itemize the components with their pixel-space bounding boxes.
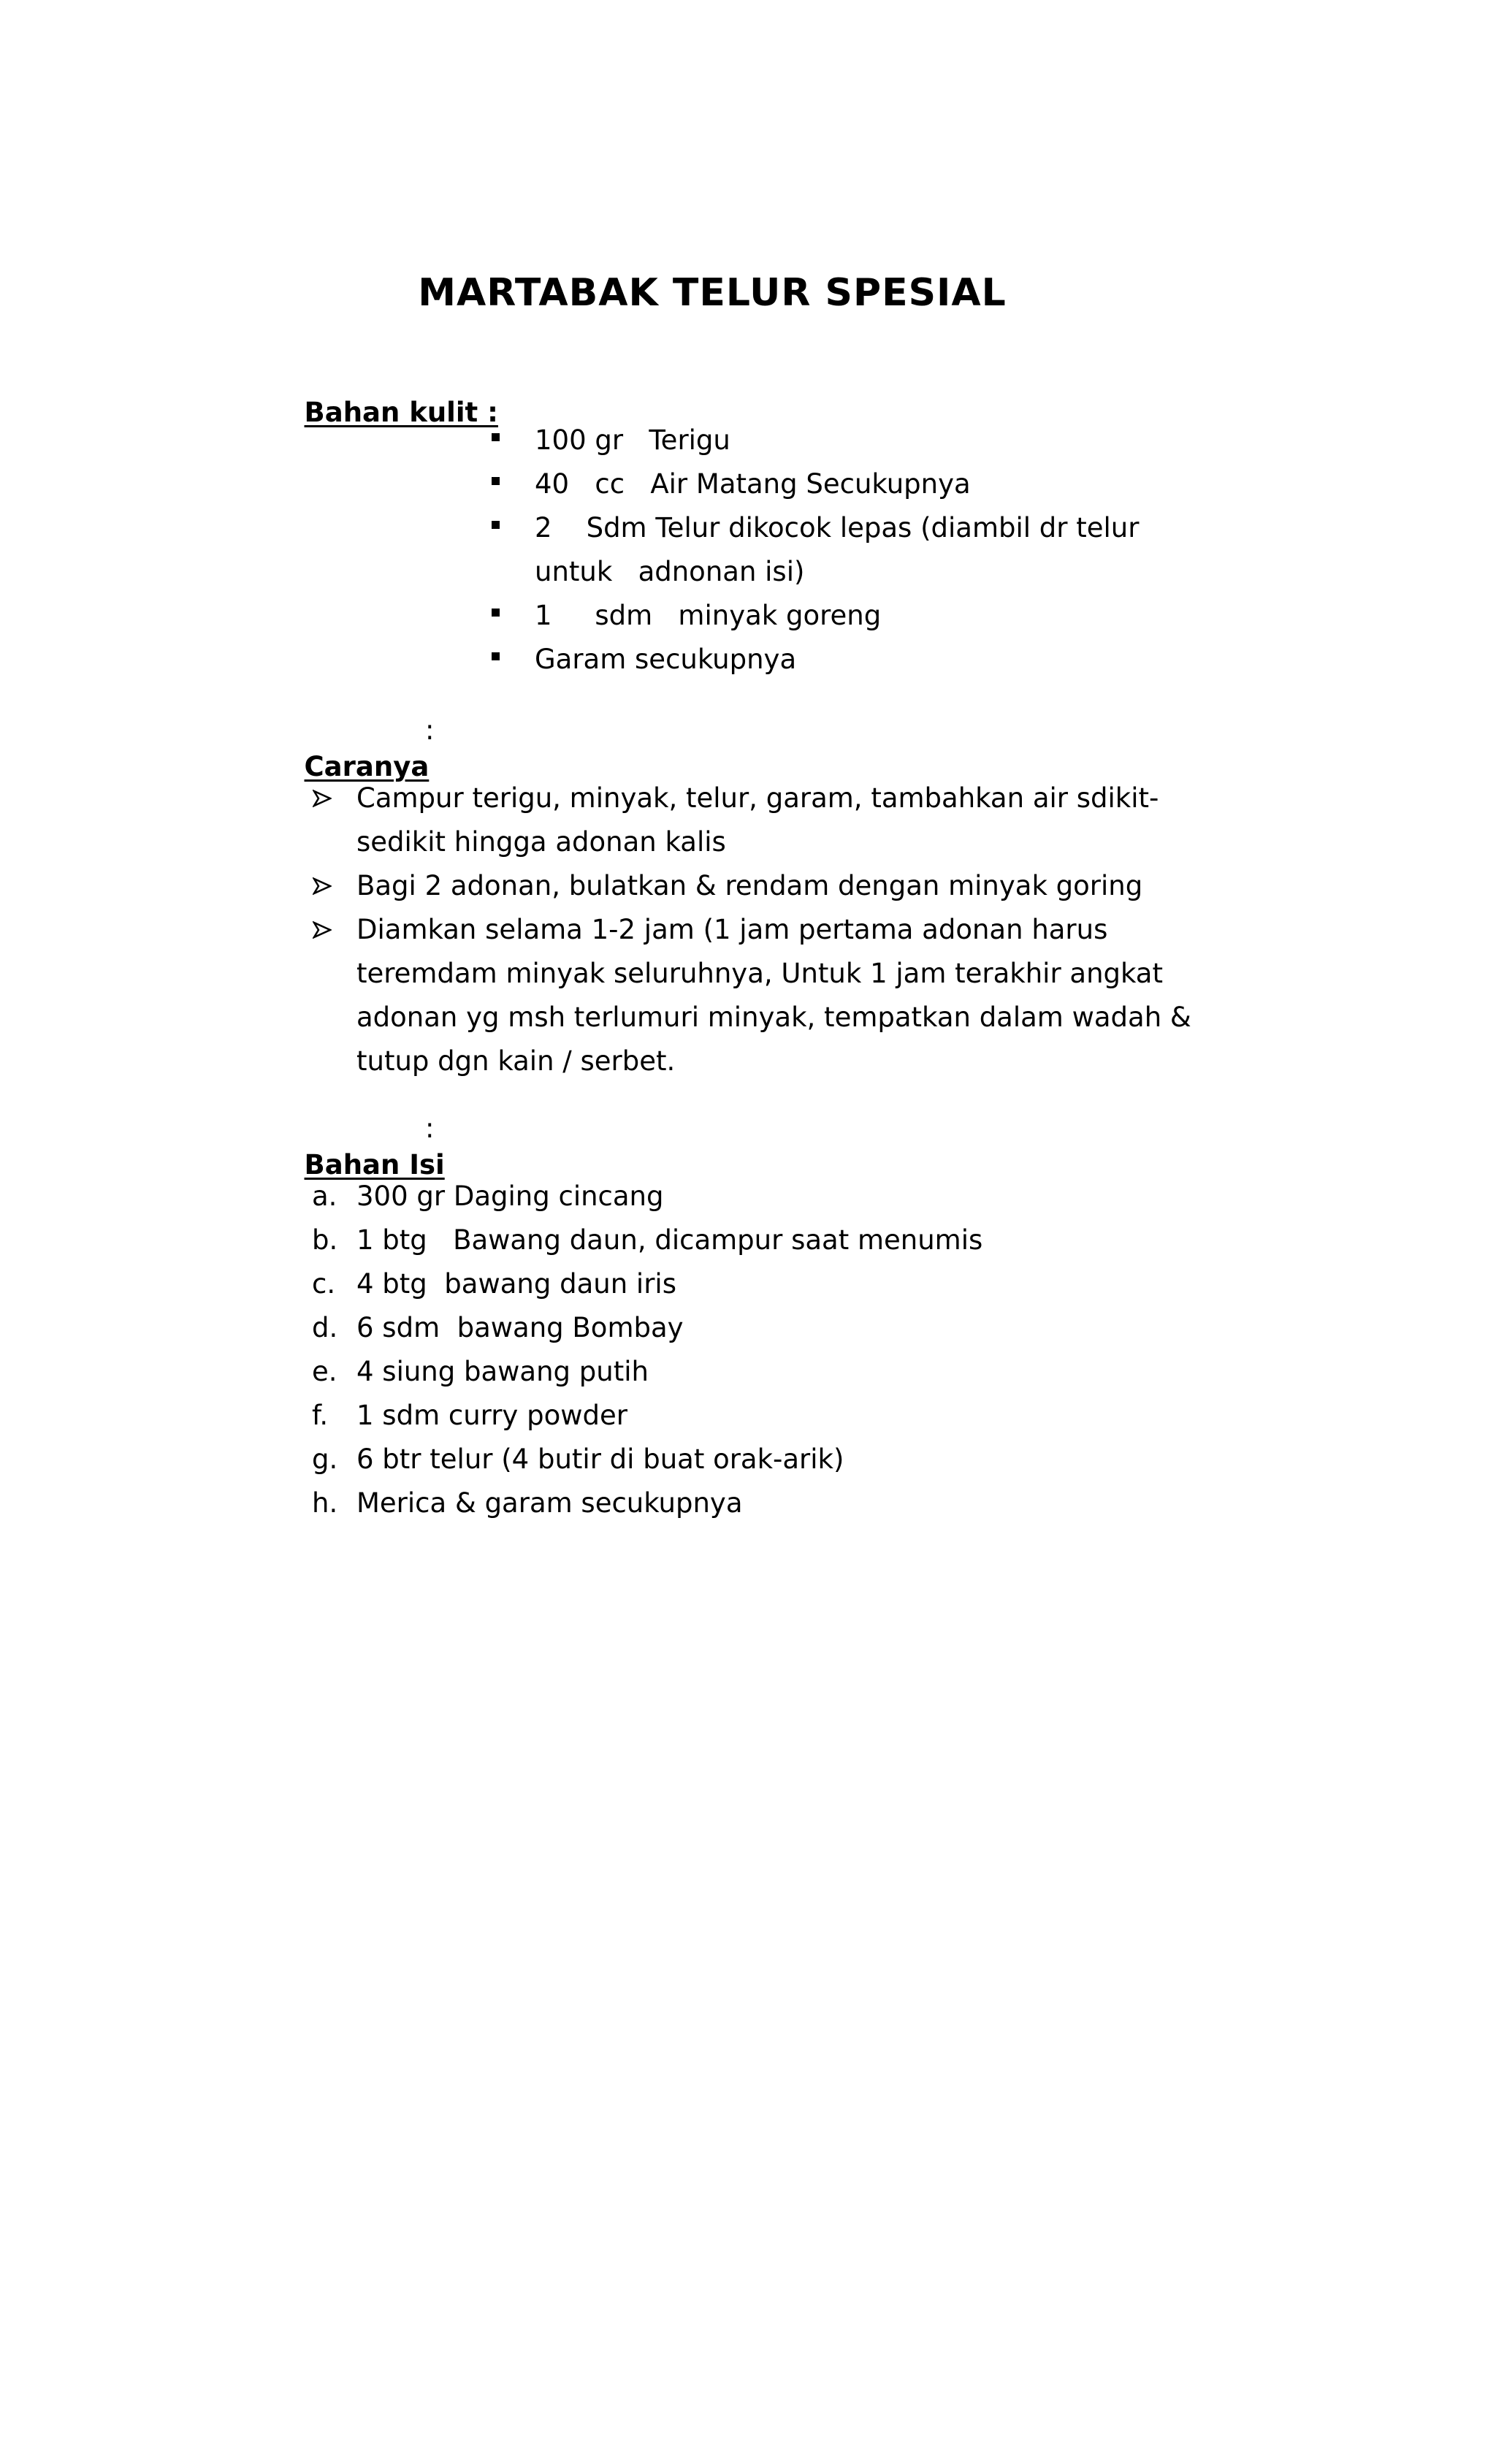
arrow-bullet-icon <box>313 877 332 896</box>
list-item-continuation: untuk adnonan isi) <box>535 556 805 587</box>
heading-caranya-colon: : <box>425 714 435 746</box>
list-marker: b. <box>312 1224 338 1256</box>
heading-bahan-kulit-label: Bahan kulit : <box>304 397 498 428</box>
heading-bahan-isi-label: Bahan Isi <box>304 1149 445 1180</box>
list-marker: d. <box>312 1312 338 1343</box>
list-marker: a. <box>312 1180 337 1212</box>
bullet-square-icon <box>492 521 500 529</box>
list-marker: c. <box>312 1268 336 1300</box>
list-item-continuation: adonan yg msh terlumuri minyak, tempatkan dalam wadah & <box>356 1002 1191 1033</box>
list-item: Campur terigu, minyak, telur, garam, tambahkan air sdikit- <box>356 782 1159 814</box>
list-item: 100 gr Terigu <box>535 424 730 456</box>
list-item: 6 sdm bawang Bombay <box>356 1312 684 1343</box>
list-item: 2 Sdm Telur dikocok lepas (diambil dr telur <box>535 512 1140 543</box>
heading-bahan-isi-colon: : <box>425 1113 435 1144</box>
bullet-square-icon <box>492 609 500 617</box>
list-item: 40 cc Air Matang Secukupnya <box>535 468 971 500</box>
heading-caranya-label: Caranya <box>304 751 430 782</box>
list-item-continuation: teremdam minyak seluruhnya, Untuk 1 jam terakhir angkat <box>356 958 1163 989</box>
list-item: 1 sdm curry powder <box>356 1400 627 1431</box>
list-item: 4 btg bawang daun iris <box>356 1268 676 1300</box>
document-title: MARTABAK TELUR SPESIAL <box>418 271 1007 315</box>
list-item: 300 gr Daging cincang <box>356 1180 664 1212</box>
bullet-square-icon <box>492 652 500 660</box>
list-marker: h. <box>312 1487 338 1519</box>
list-item: Merica & garam secukupnya <box>356 1487 743 1519</box>
list-item-continuation: tutup dgn kain / serbet. <box>356 1045 676 1077</box>
list-marker: f. <box>312 1400 329 1431</box>
list-item: 6 btr telur (4 butir di buat orak-arik) <box>356 1443 844 1475</box>
heading-bahan-kulit <box>267 358 498 468</box>
arrow-bullet-icon <box>313 920 332 939</box>
arrow-bullet-icon <box>313 789 332 808</box>
list-item: Garam secukupnya <box>535 644 797 675</box>
list-item: Diamkan selama 1-2 jam (1 jam pertama adonan harus <box>356 914 1108 945</box>
list-item-continuation: sedikit hingga adonan kalis <box>356 826 726 858</box>
bullet-square-icon <box>492 433 500 441</box>
list-marker: e. <box>312 1356 337 1387</box>
list-item: 4 siung bawang putih <box>356 1356 649 1387</box>
list-item: Bagi 2 adonan, bulatkan & rendam dengan minyak goring <box>356 870 1143 901</box>
list-item: 1 sdm minyak goreng <box>535 600 882 631</box>
bullet-square-icon <box>492 477 500 485</box>
list-marker: g. <box>312 1443 338 1475</box>
list-item: 1 btg Bawang daun, dicampur saat menumis <box>356 1224 983 1256</box>
